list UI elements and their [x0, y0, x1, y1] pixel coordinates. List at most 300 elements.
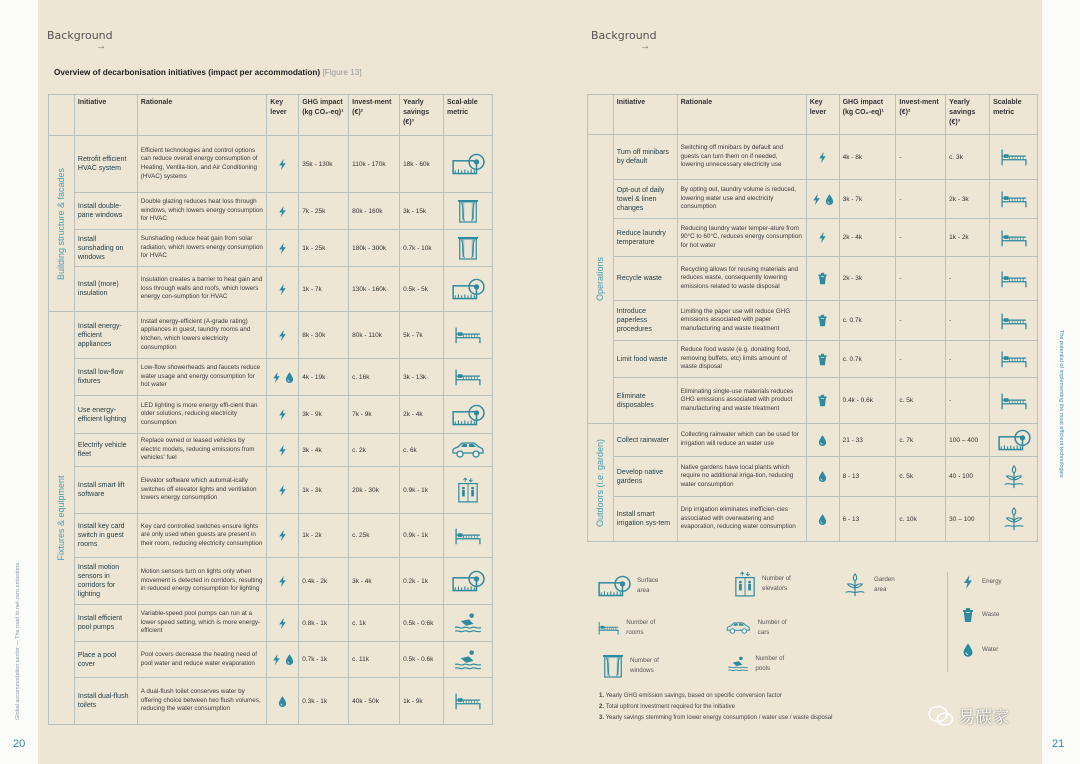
metric-cell: [444, 359, 493, 396]
rationale-cell: Limiting the paper use will reduce GHG emissions associated with paper manufacturing and waste treatment: [677, 301, 806, 341]
initiative-cell: Install low-flow fixtures: [74, 359, 137, 396]
window-icon: [457, 198, 479, 224]
savings-cell: 2k - 3k: [946, 180, 990, 219]
surface-area-icon: [451, 568, 485, 594]
footnotes: [599, 691, 832, 724]
key-lever-cell: [267, 642, 299, 678]
metric-cell: [444, 434, 493, 467]
arrow-icon: →: [640, 41, 650, 52]
initiative-cell: Reduce laundry temperature: [613, 219, 677, 257]
elevator-icon: [734, 571, 756, 597]
category-cell: [588, 135, 614, 424]
initiative-cell: Install smart lift software: [74, 467, 137, 514]
legend-cars: Number of cars: [725, 618, 789, 638]
background-label-left: Background: [47, 29, 113, 42]
figure-title: Overview of decarbonisation initiatives (impact per accommodation) [Figure 13]: [54, 68, 362, 77]
category-cell: [49, 312, 75, 725]
investment-cell: 180k - 300k: [349, 230, 400, 267]
ghg-cell: 1k - 3k: [299, 467, 349, 514]
investment-cell: -: [896, 301, 946, 341]
table-row: [49, 136, 493, 193]
energy-icon: [816, 230, 829, 245]
bed-icon: [998, 188, 1030, 210]
initiative-cell: Place a pool cover: [74, 642, 137, 678]
rationale-cell: Eliminating single-use materials reduces GHG emissions associated with product manufacturing and waste treatment: [677, 378, 806, 424]
car-icon: [725, 618, 752, 638]
savings-cell: 3k - 13k: [400, 359, 444, 396]
savings-cell: 30 – 100: [946, 497, 990, 542]
table-row: [588, 219, 1038, 257]
initiative-cell: Install efficient pool pumps: [74, 605, 137, 642]
rationale-cell: Recycling allows for reusing materials and reduces waste, consequently lowering emissions related to waste disposal: [677, 257, 806, 301]
energy-icon: [276, 483, 289, 498]
legend-water: Water: [960, 642, 998, 658]
table-row: [49, 193, 493, 230]
window-icon: [457, 235, 479, 261]
savings-cell: -: [946, 257, 990, 301]
ghg-cell: 2k - 3k: [839, 257, 896, 301]
rationale-cell: Install energy-efficient (A-grade rating) appliances in guest, laundry rooms and kitchen, which lowers electricity consumption: [137, 312, 267, 359]
bed-icon: [998, 310, 1030, 332]
key-lever-cell: [806, 378, 839, 424]
savings-cell: c. 3k: [946, 135, 990, 180]
table-row: [588, 378, 1038, 424]
initiative-cell: Use energy-efficient lighting: [74, 396, 137, 434]
table-row: [588, 457, 1038, 497]
energy-icon: [276, 157, 289, 172]
ghg-cell: 3k - 4k: [299, 434, 349, 467]
savings-cell: 0.2k - 1k: [400, 558, 444, 605]
investment-cell: 80k - 160k: [349, 193, 400, 230]
bed-icon: [998, 348, 1030, 370]
col-key-lever: Key lever: [806, 95, 839, 135]
initiative-cell: Install motion sensors in corridors for lighting: [74, 558, 137, 605]
category-label: Operations: [595, 256, 606, 302]
investment-cell: 20k - 30k: [349, 467, 400, 514]
ghg-cell: 3k - 9k: [299, 396, 349, 434]
initiative-cell: Install smart irrigation sys-tem: [613, 497, 677, 542]
key-lever-cell: [267, 605, 299, 642]
table-row: [49, 642, 493, 678]
bed-icon: [998, 227, 1030, 249]
rationale-cell: Elevator software which automat-ically switches off elevator lights and ventilation lowers energy consumption: [137, 467, 267, 514]
legend-waste: Waste: [960, 606, 999, 624]
rationale-cell: Drip irrigation eliminates inefficien-cies associated with overwatering and evaporation, reducing water consumption: [677, 497, 806, 542]
rationale-cell: A dual-flush toilet conserves water by offering choice between two flush volumes, reducing the water consumption: [137, 678, 267, 725]
investment-cell: -: [896, 341, 946, 378]
savings-cell: -: [946, 301, 990, 341]
savings-cell: 0.5k - 0.6k: [400, 642, 444, 678]
bed-icon: [998, 268, 1030, 290]
key-lever-cell: [267, 514, 299, 558]
legend-rooms: Number of rooms: [597, 616, 659, 640]
metric-cell: [990, 219, 1038, 257]
initiative-cell: Collect rainwater: [613, 424, 677, 457]
water-drop-icon: [283, 652, 296, 667]
ghg-cell: 0.7k - 1k: [299, 642, 349, 678]
investment-cell: 130k - 160k: [349, 267, 400, 312]
key-lever-cell: [806, 135, 839, 180]
ghg-cell: 1k - 7k: [299, 267, 349, 312]
energy-icon: [816, 150, 829, 165]
surface-area-icon: [597, 573, 631, 599]
ghg-cell: 8 - 13: [839, 457, 896, 497]
investment-cell: 7k - 9k: [349, 396, 400, 434]
key-lever-cell: [267, 467, 299, 514]
col-key-lever: Key lever: [267, 95, 299, 136]
savings-cell: 18k - 60k: [400, 136, 444, 193]
footnote: 2. Total upfront investment required for the initiative: [599, 704, 735, 710]
investment-cell: c. 5k: [896, 378, 946, 424]
energy-icon: [276, 528, 289, 543]
bed-icon: [597, 616, 620, 640]
category-cell: [588, 424, 614, 542]
savings-cell: 0.7k - 10k: [400, 230, 444, 267]
investment-cell: -: [896, 180, 946, 219]
energy-icon: [276, 328, 289, 343]
savings-cell: 100 – 400: [946, 424, 990, 457]
investment-cell: -: [896, 219, 946, 257]
key-lever-cell: [806, 424, 839, 457]
ghg-cell: 0.8k - 1k: [299, 605, 349, 642]
ghg-cell: 35k - 130k: [299, 136, 349, 193]
energy-icon: [270, 652, 283, 667]
surface-area-icon: [451, 402, 485, 428]
water-drop-icon: [276, 694, 289, 709]
savings-cell: 3k - 15k: [400, 193, 444, 230]
investment-cell: c. 16k: [349, 359, 400, 396]
savings-cell: -: [946, 378, 990, 424]
col-initiative: Initiative: [613, 95, 677, 135]
rationale-cell: Variable-speed pool pumps can run at a lower speed setting, which is more energy-efficient: [137, 605, 267, 642]
rationale-cell: Pool covers decrease the heating need of pool water and reduce water evaporation: [137, 642, 267, 678]
rationale-cell: Low-flow showerheads and faucets reduce water usage and energy consumption for hot water: [137, 359, 267, 396]
legend-surface-area: Surface area: [597, 573, 669, 599]
rationale-cell: Insulation creates a barrier to heat gain and loss through walls and roofs, which lowers energy con-sumption for HVAC: [137, 267, 267, 312]
rationale-cell: Replace owned or leased vehicles by electric models, reducing emissions from vehicles' fuel: [137, 434, 267, 467]
investment-cell: c. 25k: [349, 514, 400, 558]
initiative-cell: Install sunshading on windows: [74, 230, 137, 267]
col-category: [588, 95, 614, 135]
savings-cell: c. 6k: [400, 434, 444, 467]
page-number-right: 21: [1052, 738, 1065, 750]
legend-garden: Garden area: [842, 572, 904, 598]
table-row: [49, 312, 493, 359]
metric-cell: [444, 605, 493, 642]
metric-cell: [990, 301, 1038, 341]
garden-icon: [842, 572, 868, 598]
col-initiative: Initiative: [74, 95, 137, 136]
energy-icon: [960, 574, 976, 590]
table-row: [49, 678, 493, 725]
key-lever-cell: [806, 341, 839, 378]
metric-cell: [990, 424, 1038, 457]
waste-icon: [816, 313, 829, 328]
initiative-cell: Install key card switch in guest rooms: [74, 514, 137, 558]
page-number-left: 20: [13, 738, 26, 750]
investment-cell: c. 11k: [349, 642, 400, 678]
rationale-cell: By opting out, laundry volume is reduced, lowering water use and electricity consumption: [677, 180, 806, 219]
ghg-cell: c. 0.7k: [839, 301, 896, 341]
ghg-cell: 3k - 7k: [839, 180, 896, 219]
water-drop-icon: [823, 192, 836, 207]
key-lever-cell: [267, 267, 299, 312]
key-lever-cell: [267, 136, 299, 193]
initiative-cell: Introduce paperless procedures: [613, 301, 677, 341]
footnote: 1. Yearly GHG emission savings, based on specific conversion factor: [599, 693, 782, 699]
garden-icon: [1001, 506, 1027, 532]
metric-cell: [444, 230, 493, 267]
initiative-cell: Install dual-flush toilets: [74, 678, 137, 725]
investment-cell: 80k - 110k: [349, 312, 400, 359]
initiative-cell: Turn off minibars by default: [613, 135, 677, 180]
waste-icon: [816, 271, 829, 286]
watermark: 易碳家: [928, 703, 1009, 728]
rationale-cell: Efficient technologies and control options can reduce overall energy consumption of Heating, Ventila-tion, and Air Conditioning (HVAC) systems: [137, 136, 267, 193]
savings-cell: 0.9k - 1k: [400, 514, 444, 558]
waste-icon: [960, 606, 976, 624]
col-category: [49, 95, 75, 136]
savings-cell: -: [946, 341, 990, 378]
table-row: [49, 558, 493, 605]
water-drop-icon: [816, 469, 829, 484]
table-row: [49, 267, 493, 312]
metric-cell: [444, 514, 493, 558]
ghg-cell: c. 0.7k: [839, 341, 896, 378]
metric-cell: [990, 341, 1038, 378]
key-lever-cell: [267, 312, 299, 359]
metric-cell: [444, 396, 493, 434]
window-icon: [602, 653, 624, 679]
key-lever-cell: [806, 301, 839, 341]
rationale-cell: Motion sensors turn on lights only when movement is detected in corridors, resulting in reduced energy consumption for lighting: [137, 558, 267, 605]
water-drop-icon: [283, 370, 296, 385]
initiative-cell: Develop native gardens: [613, 457, 677, 497]
metric-cell: [444, 193, 493, 230]
investment-cell: 3k - 4k: [349, 558, 400, 605]
legend-pools: Number of pools: [727, 652, 787, 676]
ghg-cell: 0.4k - 0.6k: [839, 378, 896, 424]
key-lever-cell: [267, 193, 299, 230]
category-label: Fixtures & equipment: [56, 475, 67, 561]
key-lever-cell: [806, 257, 839, 301]
initiative-cell: Limit food waste: [613, 341, 677, 378]
ghg-cell: 1k - 2k: [299, 514, 349, 558]
ghg-cell: 0.4k - 2k: [299, 558, 349, 605]
metric-cell: [444, 467, 493, 514]
key-lever-cell: [806, 497, 839, 542]
rationale-cell: LED lighting is more energy effi-cient than older solutions, reducing electricity consumption: [137, 396, 267, 434]
rationale-cell: Reducing laundry water temper-ature from 90°C to 60°C, reduces energy consumption for hot water: [677, 219, 806, 257]
metric-cell: [444, 312, 493, 359]
ghg-cell: 1k - 25k: [299, 230, 349, 267]
energy-icon: [276, 616, 289, 631]
table-row: [49, 359, 493, 396]
metric-cell: [444, 267, 493, 312]
bed-icon: [452, 366, 484, 388]
energy-icon: [810, 192, 823, 207]
metric-cell: [990, 180, 1038, 219]
investment-cell: c. 2k: [349, 434, 400, 467]
bed-icon: [452, 690, 484, 712]
bed-icon: [998, 146, 1030, 168]
water-drop-icon: [960, 642, 976, 658]
savings-cell: 40 - 100: [946, 457, 990, 497]
ghg-cell: 8k - 30k: [299, 312, 349, 359]
ghg-cell: 4k - 19k: [299, 359, 349, 396]
initiative-cell: Retrofit efficient HVAC system: [74, 136, 137, 193]
rationale-cell: Key card controlled switches ensure lights are only used when guests are present in their room, reducing electricity consumption: [137, 514, 267, 558]
energy-icon: [276, 443, 289, 458]
right-side-caption: The potential of implementing the most efficient technologies: [1058, 330, 1064, 478]
legend-divider: [947, 572, 948, 672]
investment-cell: c. 7k: [896, 424, 946, 457]
surface-area-icon: [451, 276, 485, 302]
table-row: [49, 230, 493, 267]
bed-icon: [452, 525, 484, 547]
legend-windows: Number of windows: [602, 653, 670, 679]
surface-area-icon: [451, 151, 485, 177]
rationale-cell: Native gardens have local plants which require no additional irriga-tion, reducing water consumption: [677, 457, 806, 497]
table-row: [49, 467, 493, 514]
initiative-cell: Eliminate disposables: [613, 378, 677, 424]
energy-icon: [276, 407, 289, 422]
col-metric: Scal-able metric: [444, 95, 493, 136]
ghg-cell: 6 - 13: [839, 497, 896, 542]
col-ghg: GHG impact (kg CO₂-eq)¹: [839, 95, 896, 135]
metric-cell: [990, 378, 1038, 424]
waste-icon: [816, 352, 829, 367]
category-label: Outdoors (i.e. garden): [595, 438, 606, 527]
col-investment: Invest-ment (€)²: [896, 95, 946, 135]
table-row: [588, 424, 1038, 457]
key-lever-cell: [267, 434, 299, 467]
investment-cell: c. 5k: [896, 457, 946, 497]
bed-icon: [452, 324, 484, 346]
investment-cell: c. 1k: [349, 605, 400, 642]
energy-icon: [276, 574, 289, 589]
pool-icon: [453, 612, 483, 634]
key-lever-cell: [806, 219, 839, 257]
left-side-caption: Global accommodation sector — The road to net-zero emissions: [15, 562, 21, 720]
key-lever-cell: [267, 396, 299, 434]
table-row: [49, 605, 493, 642]
ghg-cell: 0.3k - 1k: [299, 678, 349, 725]
rationale-cell: Switching off minibars by default and guests can turn them on if needed, lowering unnecessary electricity use: [677, 135, 806, 180]
col-investment: Invest-ment (€)²: [349, 95, 400, 136]
legend-elevators: Number of elevators: [734, 571, 802, 597]
wechat-icon: [928, 705, 954, 727]
category-cell: [49, 136, 75, 312]
metric-cell: [990, 497, 1038, 542]
initiative-cell: Opt-out of daily towel & linen changes: [613, 180, 677, 219]
initiative-cell: Install double-pane windows: [74, 193, 137, 230]
col-savings: Yearly savings (€)³: [946, 95, 990, 135]
bed-icon: [998, 390, 1030, 412]
energy-icon: [276, 282, 289, 297]
ghg-cell: 4k - 8k: [839, 135, 896, 180]
table-row: [588, 257, 1038, 301]
investment-cell: -: [896, 135, 946, 180]
metric-cell: [990, 457, 1038, 497]
initiative-cell: Recycle waste: [613, 257, 677, 301]
garden-icon: [1001, 464, 1027, 490]
initiatives-table-left: [48, 94, 493, 725]
right-page: [542, 0, 1042, 764]
legend-energy: Energy: [960, 574, 1002, 590]
table-row: [588, 135, 1038, 180]
table-row: [588, 341, 1038, 378]
left-margin: [0, 0, 38, 764]
waste-icon: [816, 393, 829, 408]
left-page: [38, 0, 542, 764]
surface-area-icon: [997, 427, 1031, 453]
investment-cell: 40k - 50k: [349, 678, 400, 725]
savings-cell: 0.9k - 1k: [400, 467, 444, 514]
investment-cell: -: [896, 257, 946, 301]
energy-icon: [270, 370, 283, 385]
metric-cell: [990, 135, 1038, 180]
table-row: [49, 434, 493, 467]
metric-cell: [444, 642, 493, 678]
col-rationale: Rationale: [137, 95, 267, 136]
initiatives-table-right: [587, 94, 1038, 542]
key-lever-cell: [806, 180, 839, 219]
table-row: [49, 514, 493, 558]
table-row: [588, 497, 1038, 542]
metric-cell: [444, 136, 493, 193]
col-savings: Yearly savings (€)³: [400, 95, 444, 136]
col-metric: Scalable metric: [990, 95, 1038, 135]
rationale-cell: Double glazing reduces heat loss through windows, which lowers energy consumption for HVAC: [137, 193, 267, 230]
right-margin: [1042, 0, 1080, 764]
water-drop-icon: [816, 433, 829, 448]
key-lever-cell: [267, 558, 299, 605]
rationale-cell: Reduce food waste (e.g. donating food, removing buffets, etc) limits amount of waste disposal: [677, 341, 806, 378]
savings-cell: 5k - 7k: [400, 312, 444, 359]
key-lever-cell: [806, 457, 839, 497]
table-row: [588, 301, 1038, 341]
footnote: 3. Yearly savings stemming from lower energy consumption / water use / waste disposal: [599, 715, 833, 721]
metric-cell: [990, 257, 1038, 301]
initiative-cell: Install (more) insulation: [74, 267, 137, 312]
energy-icon: [276, 204, 289, 219]
key-lever-cell: [267, 230, 299, 267]
car-icon: [450, 440, 486, 460]
elevator-icon: [457, 477, 479, 503]
ghg-cell: 21 - 33: [839, 424, 896, 457]
pool-icon: [453, 649, 483, 671]
initiative-cell: Electrify vehicle fleet: [74, 434, 137, 467]
savings-cell: 1k - 9k: [400, 678, 444, 725]
investment-cell: 110k - 170k: [349, 136, 400, 193]
key-lever-cell: [267, 359, 299, 396]
rationale-cell: Sunshading reduce heat gain from solar radiation, which lowers energy consumption for HVAC: [137, 230, 267, 267]
category-label: Building structure & facades: [56, 167, 67, 280]
col-rationale: Rationale: [677, 95, 806, 135]
energy-icon: [276, 241, 289, 256]
initiative-cell: Install energy-efficient appliances: [74, 312, 137, 359]
table-row: [588, 180, 1038, 219]
table-row: [49, 396, 493, 434]
savings-cell: 0.5k - 5k: [400, 267, 444, 312]
savings-cell: 1k - 2k: [946, 219, 990, 257]
pool-icon: [727, 652, 749, 676]
investment-cell: c. 10k: [896, 497, 946, 542]
key-lever-cell: [267, 678, 299, 725]
background-label-right: Background: [591, 29, 657, 42]
rationale-cell: Collecting rainwater which can be used for irrigation will reduce an water use: [677, 424, 806, 457]
